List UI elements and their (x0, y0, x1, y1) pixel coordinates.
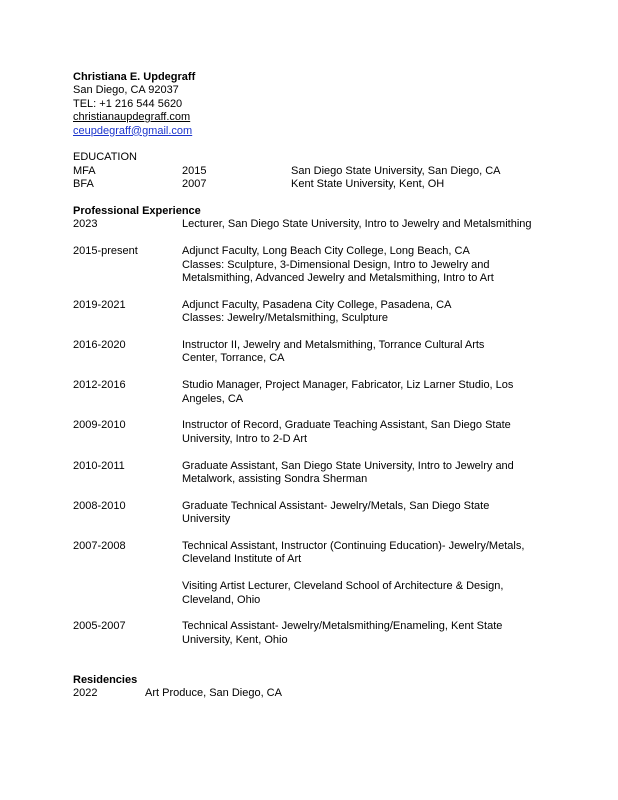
education-heading: EDUCATION (73, 151, 137, 164)
experience-year: 2023 (73, 218, 98, 231)
experience-line: Cleveland Institute of Art (182, 553, 302, 566)
residencies-section (73, 674, 553, 701)
experience-row (73, 218, 553, 231)
experience-line: Lecturer, San Diego State University, Intro to Jewelry and Metalsmithing (182, 218, 532, 231)
resume-page (73, 71, 553, 701)
experience-line: Metalwork, assisting Sondra Sherman (182, 473, 368, 486)
experience-year: 2007-2008 (73, 540, 126, 553)
experience-year: 2010-2011 (73, 459, 125, 472)
degree-year: 2015 (182, 164, 207, 177)
experience-line: Classes: Jewelry/Metalsmithing, Sculpture (182, 312, 389, 325)
experience-line: Graduate Assistant, San Diego State University, Intro to Jewelry and (182, 459, 514, 472)
education-row (73, 165, 553, 178)
experience-row (73, 299, 553, 326)
experience-year: 2005-2007 (73, 620, 126, 633)
experience-section (73, 205, 553, 647)
experience-line: Angeles, CA (182, 392, 244, 405)
experience-line: University, Intro to 2-D Art (182, 432, 308, 445)
experience-year: 2016-2020 (73, 339, 126, 352)
education-section (73, 151, 553, 191)
experience-line: Graduate Technical Assistant- Jewelry/Metals, San Diego State (182, 499, 490, 512)
experience-line: Instructor of Record, Graduate Teaching Assistant, San Diego State (182, 419, 511, 432)
address: San Diego, CA 92037 (73, 84, 179, 97)
residency-year: 2022 (73, 687, 98, 700)
school: Kent State University, Kent, OH (291, 178, 445, 191)
experience-line: Adjunct Faculty, Long Beach City College, Long Beach, CA (182, 245, 470, 258)
experience-row (73, 419, 553, 446)
experience-heading: Professional Experience (73, 205, 201, 218)
degree-year: 2007 (182, 178, 207, 191)
experience-line: University (182, 513, 231, 526)
experience-line: Instructor II, Jewelry and Metalsmithing, Torrance Cultural Arts (182, 339, 485, 352)
experience-line: Technical Assistant, Instructor (Continuing Education)- Jewelry/Metals, (182, 540, 525, 553)
applicant-name: Christiana E. Updegraff (73, 71, 196, 83)
experience-row (73, 620, 553, 647)
education-row (73, 178, 553, 191)
experience-row (73, 500, 553, 527)
experience-line: Studio Manager, Project Manager, Fabricator, Liz Larner Studio, Los (182, 379, 514, 392)
residency-row (73, 687, 553, 700)
experience-line: Adjunct Faculty, Pasadena City College, Pasadena, CA (182, 298, 452, 311)
residencies-heading: Residencies (73, 674, 138, 687)
experience-year: 2019-2021 (73, 298, 126, 311)
website-link[interactable]: christianaupdegraff.com (73, 111, 191, 124)
experience-row (73, 580, 553, 607)
experience-line: Center, Torrance, CA (182, 352, 285, 365)
experience-line: Technical Assistant- Jewelry/Metalsmithing/Enameling, Kent State (182, 620, 503, 633)
contact-block (73, 71, 553, 138)
experience-row (73, 379, 553, 406)
degree: BFA (73, 178, 94, 191)
experience-year (73, 580, 182, 607)
experience-line: Cleveland, Ohio (182, 593, 261, 606)
experience-line: Visiting Artist Lecturer, Cleveland School of Architecture & Design, (182, 580, 504, 593)
residency-text: Art Produce, San Diego, CA (145, 687, 282, 700)
experience-line: University, Kent, Ohio (182, 633, 288, 646)
experience-row (73, 460, 553, 487)
email-link[interactable]: ceupdegraff@gmail.com (73, 124, 193, 137)
school: San Diego State University, San Diego, CA (291, 164, 501, 177)
experience-line: Classes: Sculpture, 3-Dimensional Design, Intro to Jewelry and (182, 258, 490, 271)
experience-year: 2008-2010 (73, 499, 126, 512)
experience-line: Metalsmithing, Advanced Jewelry and Metalsmithing, Intro to Art (182, 272, 494, 285)
degree: MFA (73, 164, 96, 177)
experience-year: 2009-2010 (73, 419, 126, 432)
experience-row (73, 339, 553, 366)
experience-year: 2012-2016 (73, 379, 126, 392)
telephone: TEL: +1 216 544 5620 (73, 97, 183, 110)
experience-row (73, 245, 553, 285)
experience-row (73, 540, 553, 567)
experience-year: 2015-present (73, 245, 138, 258)
